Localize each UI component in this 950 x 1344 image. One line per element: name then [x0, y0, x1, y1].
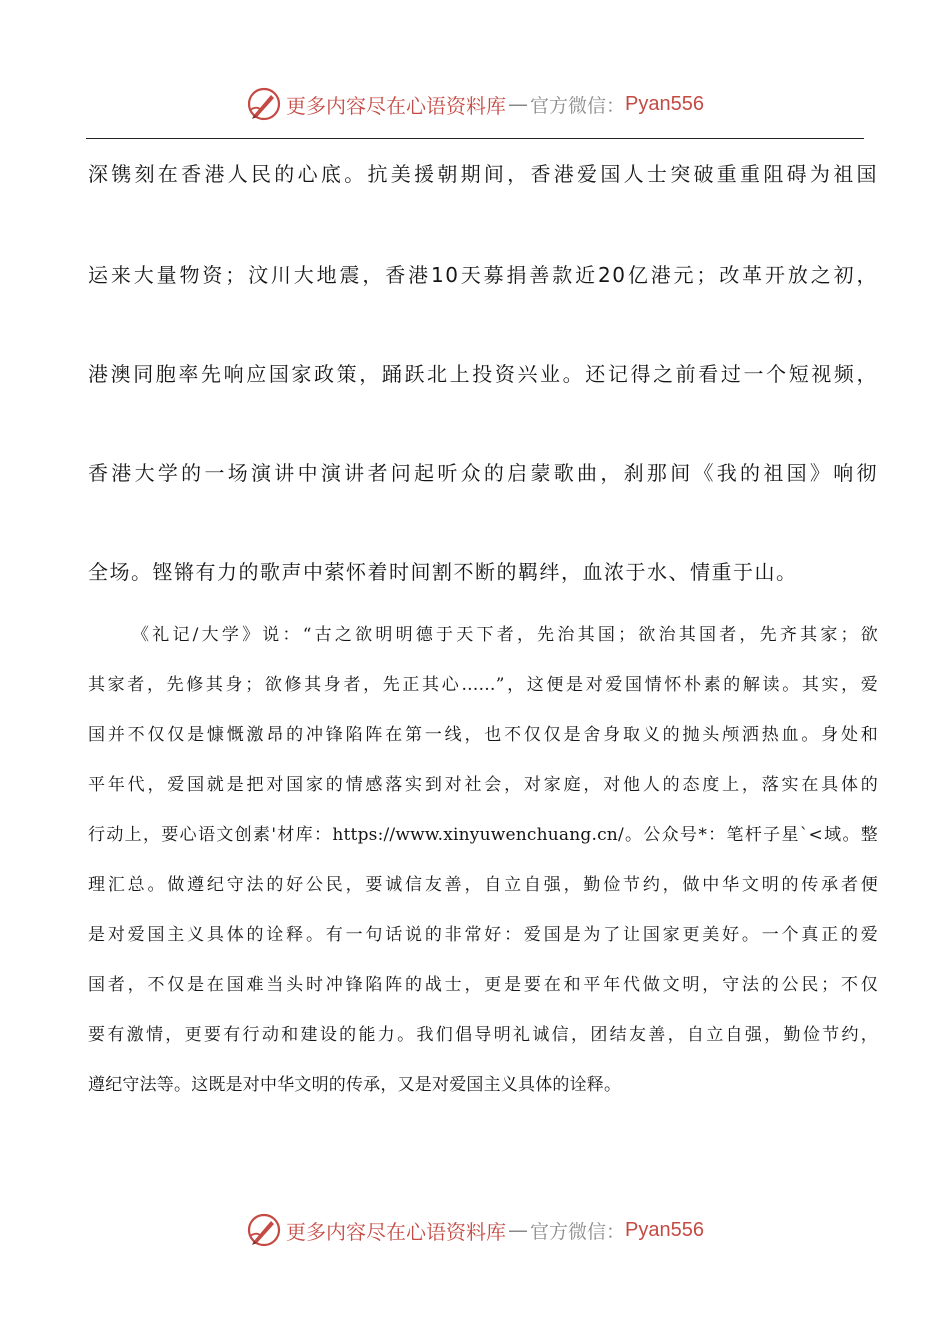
body-small-line: 其家者，先修其身；欲修其身者，先正其心……”，这便是对爱国情怀朴素的解读。其实，爱 — [88, 675, 878, 695]
footer-banner-dash: — — [508, 1218, 528, 1242]
header-banner-wechat-label: 官方微信： — [530, 94, 626, 117]
body-small-line: 理汇总。做遵纪守法的好公民，要诚信友善，自立自强，勤俭节约，做中华文明的传承者便 — [88, 875, 878, 895]
header-banner-dash: — — [508, 92, 528, 116]
body-small-line: 国者，不仅是在国难当头时冲锋陷阵的战士，更是要在和平年代做文明，守法的公民；不仅 — [88, 975, 878, 995]
body-large-line: 港澳同胞率先响应国家政策，踊跃北上投资兴业。还记得之前看过一个短视频， — [88, 362, 878, 386]
body-small-line: 国并不仅仅是慷慨激昂的冲锋陷阵在第一线，也不仅仅是舍身取义的抛头颅洒热血。身处和 — [88, 725, 878, 745]
body-large-line: 全场。铿锵有力的歌声中萦怀着时间割不断的羁绊，血浓于水、情重于山。 — [88, 560, 798, 584]
footer-banner-wechat-label: 官方微信： — [530, 1220, 626, 1243]
footer-banner-wechat-id: Pyan556 — [625, 1218, 704, 1241]
pen-logo-icon — [246, 1212, 282, 1248]
body-large-line: 香港大学的一场演讲中演讲者问起听众的启蒙歌曲，刹那间《我的祖国》响彻 — [88, 461, 878, 485]
header-banner — [0, 82, 950, 126]
footer-banner — [0, 1208, 950, 1252]
body-large-line: 运来大量物资；汶川大地震，香港10天募捐善款近20亿港元；改革开放之初， — [88, 263, 878, 287]
header-divider — [86, 138, 864, 139]
body-small-line: 遵纪守法等。这既是对中华文明的传承，又是对爱国主义具体的诠释。 — [88, 1075, 622, 1095]
body-small-line: 要有激情，更要有行动和建设的能力。我们倡导明礼诚信，团结友善，自立自强，勤俭节约， — [88, 1025, 878, 1045]
body-small-line: 是对爱国主义具体的诠释。有一句话说的非常好：爱国是为了让国家更美好。一个真正的爱 — [88, 925, 878, 945]
body-small-line: 平年代，爱国就是把对国家的情感落实到对社会，对家庭，对他人的态度上，落实在具体的 — [88, 775, 878, 795]
footer-banner-title: 更多内容尽在心语资料库 — [286, 1219, 506, 1244]
body-small-line: 《礼记/大学》说：“古之欲明明德于天下者，先治其国；欲治其国者，先齐其家；欲 — [132, 625, 878, 645]
header-banner-title: 更多内容尽在心语资料库 — [286, 93, 506, 118]
body-large-line: 深镌刻在香港人民的心底。抗美援朝期间，香港爱国人士突破重重阻碍为祖国 — [88, 162, 878, 186]
header-banner-wechat-id: Pyan556 — [625, 92, 704, 115]
pen-logo-icon — [246, 86, 282, 122]
body-small-line: 行动上，要心语文创素'材库：https://www.xinyuwenchuang.cn/。公众号*：笔杆子星`<域。整 — [88, 825, 878, 845]
